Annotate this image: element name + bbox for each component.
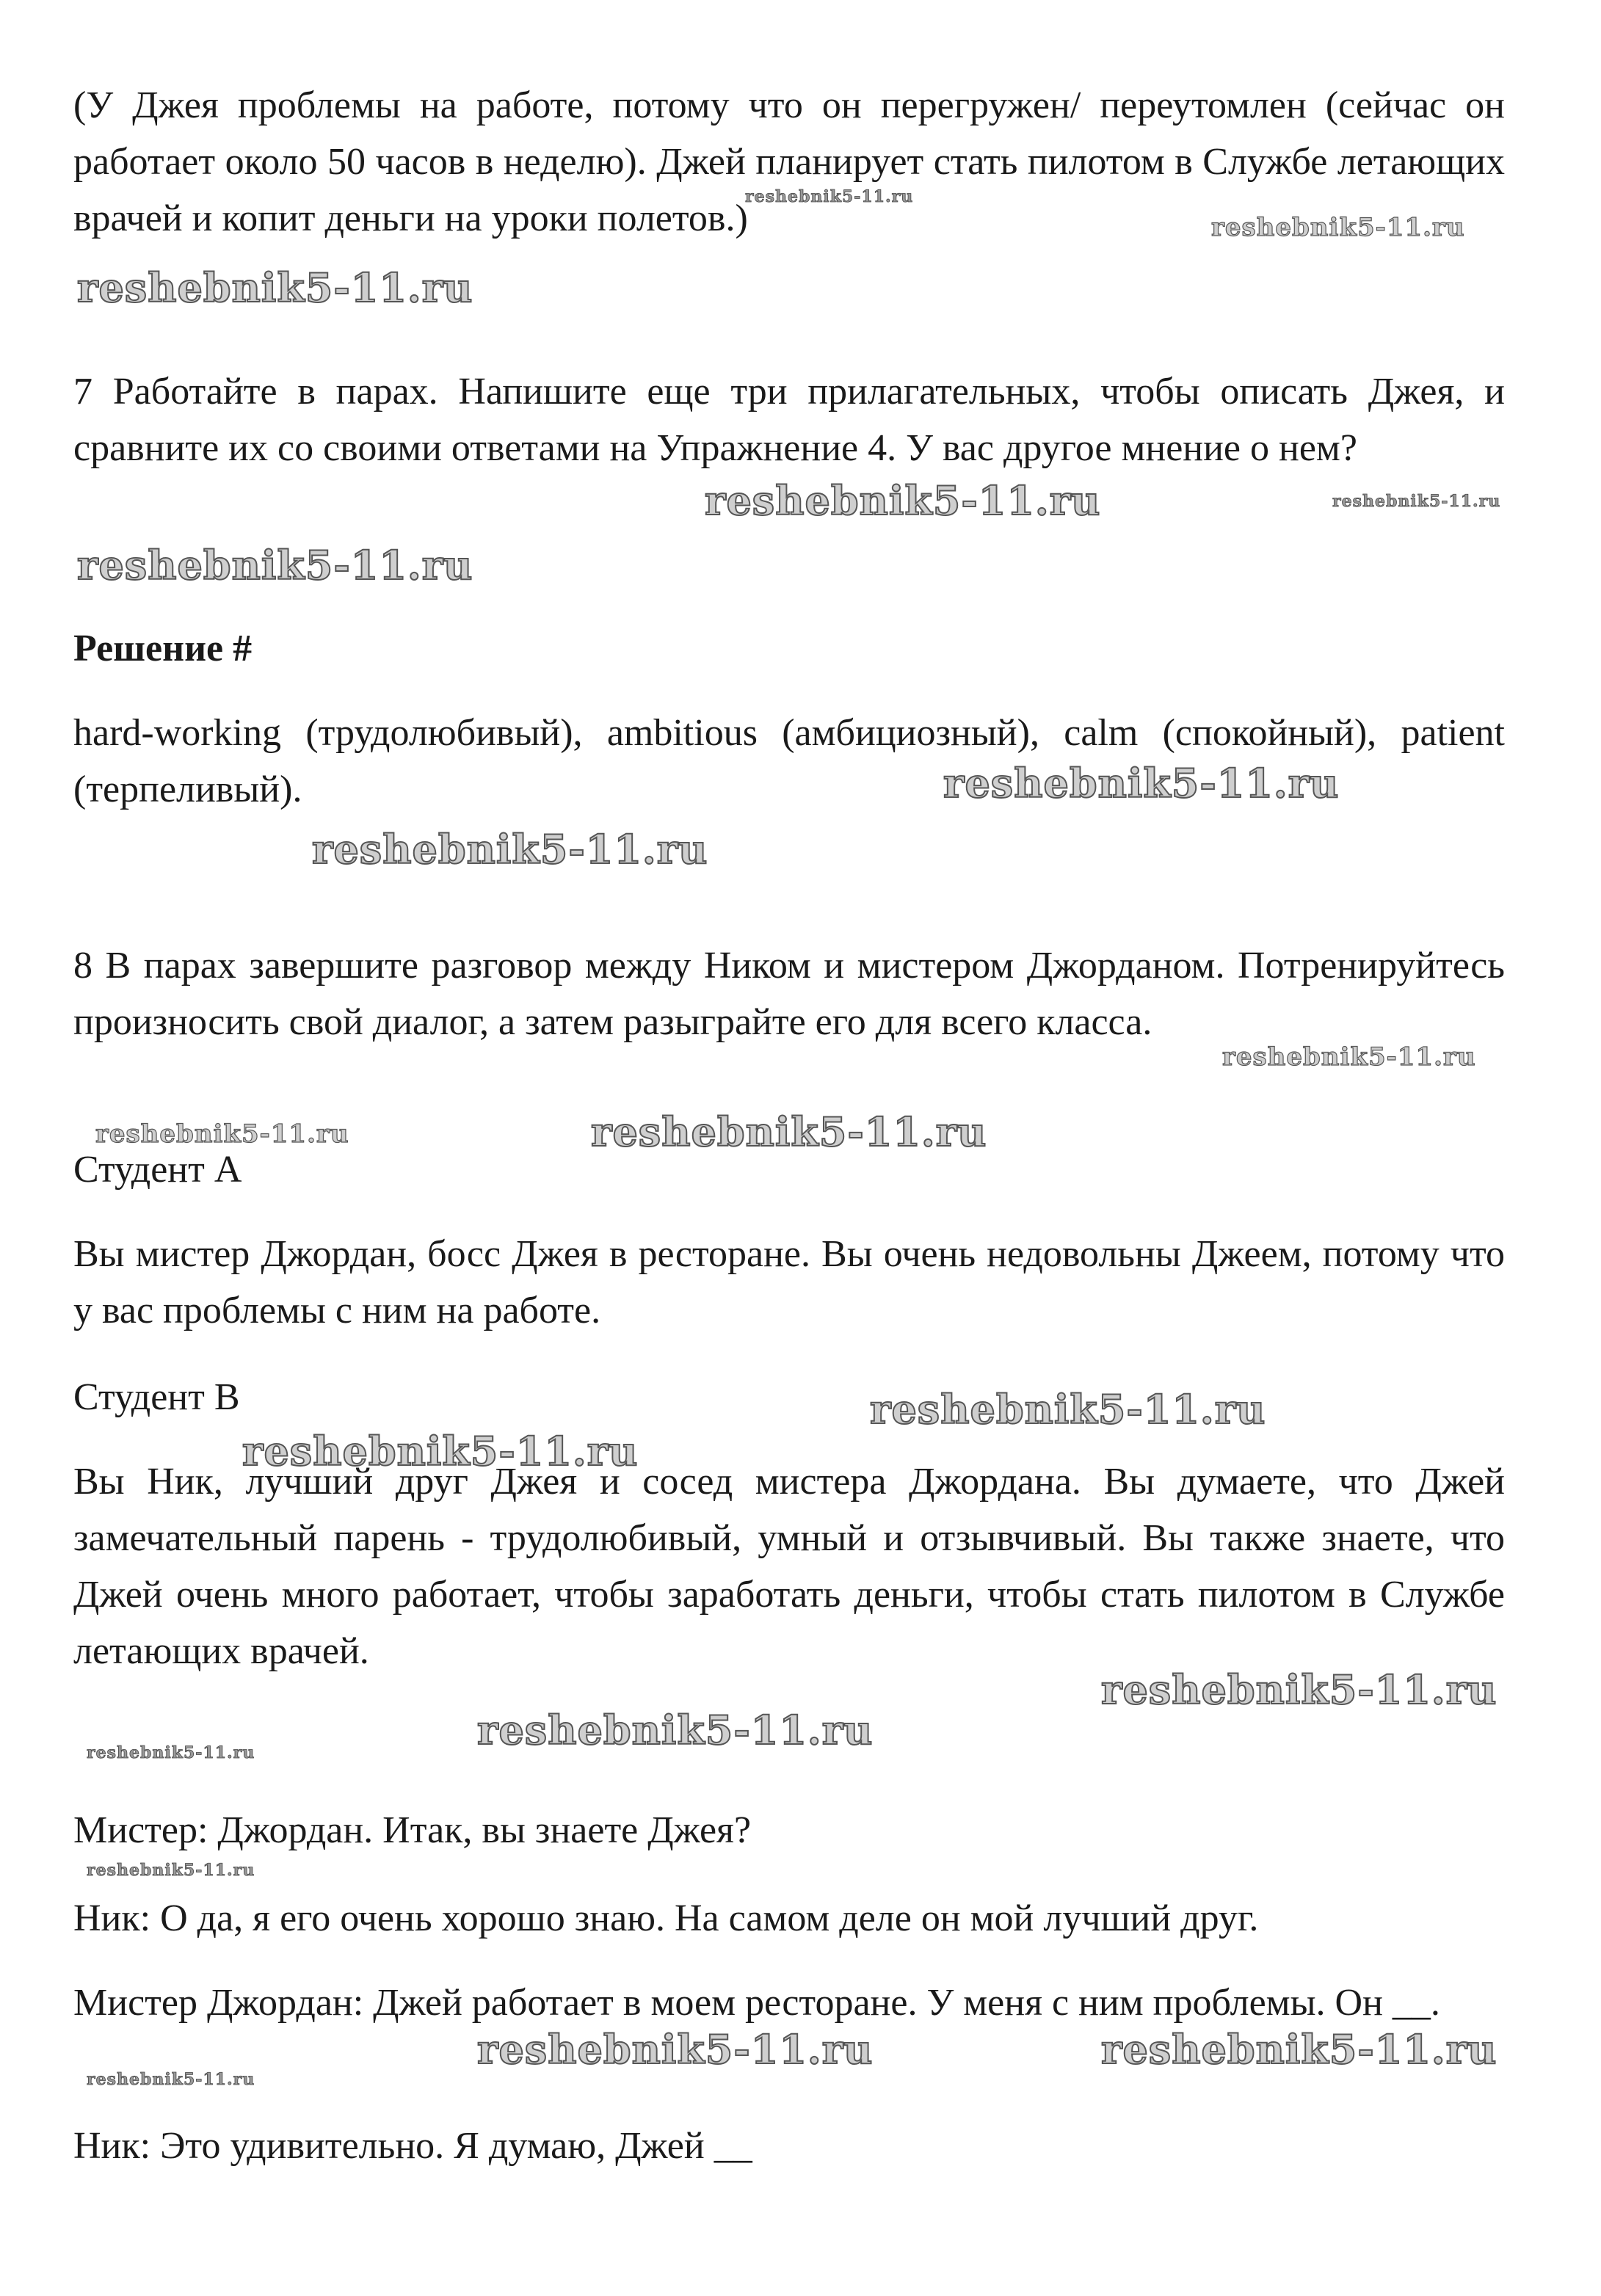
dialog-line-1: Мистер: Джордан. Итак, вы знаете Джея? — [73, 1809, 752, 1851]
watermark: reshebnik5-11.ru — [591, 1108, 987, 1155]
watermark: reshebnik5-11.ru — [1101, 1666, 1497, 1713]
watermark: reshebnik5-11.ru — [477, 1707, 874, 1754]
dialog-line-2: Ник: О да, я его очень хорошо знаю. На самом деле он мой лучший друг. — [73, 1897, 1259, 1939]
watermark: reshebnik5-11.ru — [95, 1119, 349, 1149]
watermark: reshebnik5-11.ru — [87, 1861, 255, 1880]
watermark: reshebnik5-11.ru — [1332, 492, 1501, 511]
watermark: reshebnik5-11.ru — [745, 187, 914, 206]
task-7-text: 7 Работайте в парах. Напишите еще три прилагательных, чтобы описать Джея, и сравните их со своими ответами на Упражнение 4. У вас другое мнение о нем? — [73, 371, 1505, 469]
watermark: reshebnik5-11.ru — [943, 760, 1340, 807]
watermark: reshebnik5-11.ru — [705, 477, 1101, 524]
solution-7-text: hard-working (трудолюбивый), ambitious (амбициозный), calm (спокойный), patient (терпеливый). — [73, 712, 1505, 810]
watermark: reshebnik5-11.ru — [1211, 213, 1465, 242]
watermark: reshebnik5-11.ru — [87, 1743, 255, 1762]
task-8-text: 8 В парах завершите разговор между Ником и мистером Джорданом. Потренируйтесь произносить свой диалог, а затем разыграйте его для всего класса. — [73, 945, 1505, 1043]
watermark: reshebnik5-11.ru — [1101, 2026, 1497, 2073]
watermark: reshebnik5-11.ru — [242, 1428, 639, 1475]
watermark: reshebnik5-11.ru — [87, 2070, 255, 2089]
student-b-label: Студент В — [73, 1376, 240, 1418]
student-b-text: Вы Ник, лучший друг Джея и сосед мистера Джордана. Вы думаете, что Джей замечательный парень - трудолюбивый, умный и отзывчивый. Вы также знаете, что Джей очень много работает, чтобы заработать деньги, чтобы стать пилотом в Службе летающих врачей. — [73, 1461, 1505, 1672]
watermark: reshebnik5-11.ru — [477, 2026, 874, 2073]
student-a-text: Вы мистер Джордан, босс Джея в ресторане. Вы очень недовольны Джеем, потому что у вас проблемы с ним на работе. — [73, 1233, 1505, 1332]
watermark: reshebnik5-11.ru — [1222, 1042, 1476, 1072]
dialog-line-3: Мистер Джордан: Джей работает в моем ресторане. У меня с ним проблемы. Он __. — [73, 1982, 1440, 2024]
watermark: reshebnik5-11.ru — [312, 826, 708, 873]
watermark: reshebnik5-11.ru — [870, 1386, 1266, 1433]
student-a-label: Студент А — [73, 1149, 242, 1191]
solution-heading: Решение # — [73, 628, 253, 669]
dialog-line-4: Ник: Это удивительно. Я думаю, Джей __ — [73, 2125, 752, 2167]
watermark: reshebnik5-11.ru — [77, 542, 473, 589]
watermark: reshebnik5-11.ru — [77, 264, 473, 311]
paragraph-answer-6: (У Джея проблемы на работе, потому что он перегружен/ переутомлен (сейчас он работает около 50 часов в неделю). Джей планирует стать пилотом в Службе летающих врачей и копит деньги на уроки полетов.) — [73, 84, 1505, 239]
